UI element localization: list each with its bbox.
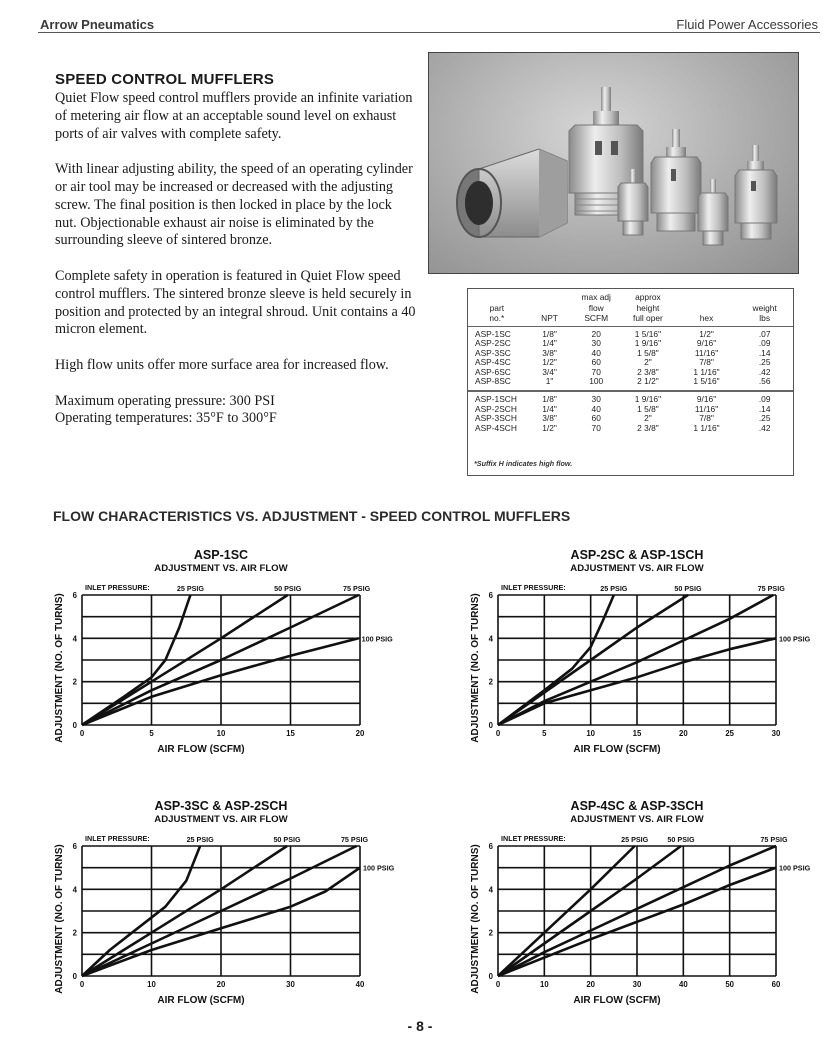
max-pressure-line: Maximum operating pressure: 300 PSI [55,392,275,409]
y-tick-label: 4 [72,885,77,895]
series-label: 50 PSIG [274,584,302,593]
x-tick-label: 10 [586,729,596,738]
cell-part: ASP-1SCH [475,394,517,405]
cell-height: 1 5/8" [637,347,659,358]
cell-weight: .42 [758,422,771,433]
x-tick-label: 5 [542,729,547,738]
chart-svg [456,545,816,760]
cell-npt: 3/8" [542,347,557,358]
header-height-line2: height [636,302,660,313]
standard-flow-group [468,326,793,391]
paragraph-adjusting: With linear adjusting ability, the speed of an operating cylinder or air tool may be increased or decreased with the adjusting screw. The final position is then locked in place by the lock nut. Objectionable exhaust air noise is eliminated by the surrounding sleeve of sintered bronze. [55,161,413,249]
chart-title: ASP-2SC & ASP-1SCH [570,548,704,562]
cell-weight: .14 [758,403,771,414]
y-tick-label: 2 [488,677,493,687]
series-label: 25 PSIG [176,584,205,593]
series-label: 50 PSIG [273,835,301,844]
series-label: 25 PSIG [621,835,649,844]
paragraph-safety: Complete safety in operation is featured in Quiet Flow speed control mufflers. The sintered bronze sleeve is held securely in position and protected by an integral shroud. Unit contains a 40 micron element. [55,267,416,338]
inlet-pressure-label: INLET PRESSURE: [85,583,150,592]
cell-part: ASP-3SC [475,347,511,358]
x-tick-label: 60 [771,980,781,989]
series-label: 25 PSIG [600,584,628,593]
table-row [468,391,793,405]
cell-hex: 9/16" [696,394,717,405]
x-tick-label: 40 [678,980,688,989]
cell-flow: 60 [591,357,601,368]
page-number: - 8 - [407,1018,433,1034]
chart-asp-2sc-asp-1sch [456,545,816,760]
x-tick-label: 0 [79,980,85,989]
chart-subtitle: ADJUSTMENT VS. AIR FLOW [570,814,704,825]
small-muffler-2 [698,179,728,245]
cell-npt: 1/4" [542,403,557,414]
cell-npt: 3/8" [542,413,557,424]
y-tick-label: 0 [488,721,493,730]
chart-grid [498,846,776,976]
y-axis-title: ADJUSTMENT (NO. OF TURNS) [54,593,65,743]
cell-flow: 70 [591,366,601,377]
cell-weight: .07 [758,328,771,339]
cell-hex: 1 5/16" [677,377,737,391]
header-hex-line1: hex [699,313,714,323]
header-part-no [468,289,526,326]
cell-height: 1 5/8" [637,403,659,414]
cell-weight: .09 [758,338,771,349]
spec-table [467,288,794,476]
y-tick-label: 6 [488,842,493,851]
table-row [468,377,793,391]
chart-title: ASP-3SC & ASP-2SCH [154,799,288,813]
cell-npt: 1/2" [542,357,557,368]
y-tick-label: 0 [488,972,493,981]
x-axis-title: AIR FLOW (SCFM) [157,995,245,1006]
cell-flow: 100 [573,377,619,391]
large-muffler [457,149,567,237]
x-tick-label: 10 [216,729,226,738]
cell-flow: 40 [591,347,601,358]
cell-part: ASP-1SC [475,328,511,339]
series-label: 75 PSIG [757,584,785,593]
cell-height: 1 9/16" [634,338,662,349]
chart-title: ASP-4SC & ASP-3SCH [570,799,704,813]
cell-flow: 30 [591,338,601,349]
y-axis-title: ADJUSTMENT (NO. OF TURNS) [470,593,481,743]
inlet-pressure-label: INLET PRESSURE: [85,834,150,843]
flow-section-title: FLOW CHARACTERISTICS VS. ADJUSTMENT - SPEED CONTROL MUFFLERS [53,508,571,524]
cell-hex: 7/8" [699,413,714,424]
cell-hex: 1 1/16" [693,366,720,377]
x-tick-label: 0 [495,729,501,738]
cell-part: ASP-6SC [475,366,511,377]
header-weight [736,289,793,326]
header-divider [38,32,820,33]
cell-npt: 3/4" [542,366,557,377]
chart-subtitle: ADJUSTMENT VS. AIR FLOW [154,563,288,574]
chart-asp-1sc [40,545,400,760]
table-row [468,339,793,349]
y-tick-label: 2 [72,928,77,938]
y-tick-label: 4 [488,634,493,644]
cell-part: ASP-4SCH [475,422,517,433]
x-tick-label: 10 [147,980,156,989]
x-tick-label: 30 [632,980,642,989]
series-label: 100 PSIG [361,634,393,644]
x-tick-label: 0 [495,980,501,989]
header-part-line2: no.* [489,313,505,323]
y-tick-label: 6 [72,591,77,600]
cell-height: 2" [644,413,652,424]
header-height-line1: approx [635,292,661,302]
chart-subtitle: ADJUSTMENT VS. AIR FLOW [154,814,288,825]
x-axis-title: AIR FLOW (SCFM) [573,744,661,755]
series-label: 100 PSIG [779,634,811,644]
y-axis-title: ADJUSTMENT (NO. OF TURNS) [470,844,481,994]
y-tick-label: 0 [72,972,77,981]
x-tick-label: 20 [355,729,365,738]
cell-part: ASP-2SC [475,338,511,349]
cell-height: 2" [644,357,652,368]
product-description [55,90,417,428]
series-label: 75 PSIG [760,835,788,844]
x-tick-label: 20 [216,980,226,989]
chart-subtitle: ADJUSTMENT VS. AIR FLOW [570,563,704,574]
y-tick-label: 2 [72,677,77,687]
y-tick-label: 4 [72,634,77,644]
x-tick-label: 25 [725,729,735,738]
cell-weight: .42 [758,366,771,377]
x-tick-label: 30 [286,980,295,989]
y-tick-label: 4 [488,885,493,895]
company-name: Arrow Pneumatics [40,17,155,32]
series-label: 100 PSIG [363,863,395,873]
cell-npt: 1/8" [542,328,557,339]
series-label: 75 PSIG [340,835,369,844]
chart-title: ASP-1SC [193,548,249,562]
header-height-line3: full oper [633,313,663,323]
cell-npt: 1/2" [542,422,557,433]
cell-flow: 40 [591,403,601,414]
series-label: 50 PSIG [674,584,702,593]
y-tick-label: 6 [488,591,493,600]
cell-part: ASP-2SCH [475,403,517,414]
x-tick-label: 20 [586,980,596,989]
cell-part: ASP-3SCH [475,413,517,424]
cell-hex: 11/16" [694,347,719,358]
x-tick-label: 50 [725,980,735,989]
chart-svg [40,545,400,760]
table-row [468,326,793,339]
x-axis-title: AIR FLOW (SCFM) [573,995,661,1006]
paragraph-high-flow: High flow units offer more surface area for increased flow. [55,356,389,373]
cell-weight: .25 [758,357,771,368]
inlet-pressure-label: INLET PRESSURE: [501,583,566,592]
y-axis-title: ADJUSTMENT (NO. OF TURNS) [54,844,65,994]
table-footnote: *Suffix H indicates high flow. [474,459,573,468]
table-row [468,424,793,437]
medium-muffler [651,129,701,231]
x-tick-label: 10 [539,980,549,989]
header-flow [573,289,619,326]
cell-hex: 9/16" [696,338,717,349]
header-flow-line2: flow [588,302,604,313]
cell-weight: .25 [758,413,771,424]
chart-asp-3sc-asp-2sch [40,796,400,1011]
x-tick-label: 15 [286,729,295,738]
x-tick-label: 5 [149,729,154,738]
x-axis-title: AIR FLOW (SCFM) [157,744,245,755]
cell-height: 2 3/8" [637,366,659,377]
series-label: 25 PSIG [186,835,214,844]
header-npt-line1: NPT [541,313,558,323]
x-tick-label: 0 [79,729,85,738]
cell-weight: .14 [758,347,771,358]
cell-flow: 70 [591,422,601,433]
cell-hex: 11/16" [694,403,719,414]
y-tick-label: 2 [488,928,493,938]
spec-table-grid [468,289,793,436]
cell-height: 2 3/8" [637,422,659,433]
cell-hex: 1/2" [699,328,714,339]
muffler-illustration [429,53,799,274]
cell-hex: 7/8" [699,357,714,368]
product-photo [428,52,799,274]
table-row [468,368,793,378]
cell-height: 2 1/2" [619,377,677,391]
temperature-line: Operating temperatures: 35°F to 300°F [55,410,277,427]
header-weight-line1: weight [752,302,777,313]
cell-flow: 20 [591,328,601,339]
header-npt [526,289,574,326]
paragraph-intro: Quiet Flow speed control mufflers provide an infinite variation of metering air flow at an acceptable sound level on exhaust ports of air valves with complete safety. [55,90,413,142]
y-tick-label: 6 [72,842,77,851]
inlet-pressure-label: INLET PRESSURE: [501,834,566,843]
category-label: Fluid Power Accessories [676,17,818,32]
cell-npt: 1/4" [542,338,557,349]
header-height [619,289,677,326]
product-title: SPEED CONTROL MUFFLERS [55,71,275,88]
cell-flow: 60 [591,413,601,424]
cell-npt: 1" [526,377,574,391]
series-label: 50 PSIG [667,835,695,844]
spec-header-row [468,289,793,326]
cell-weight: .56 [736,377,793,391]
x-tick-label: 15 [632,729,642,738]
chart-svg [40,796,400,1011]
header-flow-line1: max adj [581,292,611,302]
cell-height: 1 5/16" [634,328,662,339]
cell-part: ASP-4SC [475,357,511,368]
chart-svg [456,796,816,1011]
cell-weight: .09 [758,394,771,405]
header-hex [677,289,737,326]
y-tick-label: 0 [72,721,77,730]
cell-flow: 30 [591,394,601,405]
right-muffler [735,145,777,239]
x-tick-label: 20 [678,729,688,738]
cell-part: ASP-8SC [468,377,526,391]
table-row [468,349,793,359]
series-label: 75 PSIG [343,584,371,593]
high-flow-group [468,391,793,436]
x-tick-label: 30 [771,729,781,738]
table-row [468,358,793,368]
cell-npt: 1/8" [542,394,557,405]
header-flow-line3: SCFM [584,313,609,323]
x-tick-label: 40 [355,980,365,989]
cell-height: 1 9/16" [634,394,662,405]
cell-hex: 1 1/16" [693,422,720,433]
series-label: 100 PSIG [779,863,811,873]
chart-asp-4sc-asp-3sch [456,796,816,1011]
header-weight-line2: lbs [759,313,771,323]
header-part-line1: part [489,302,505,313]
